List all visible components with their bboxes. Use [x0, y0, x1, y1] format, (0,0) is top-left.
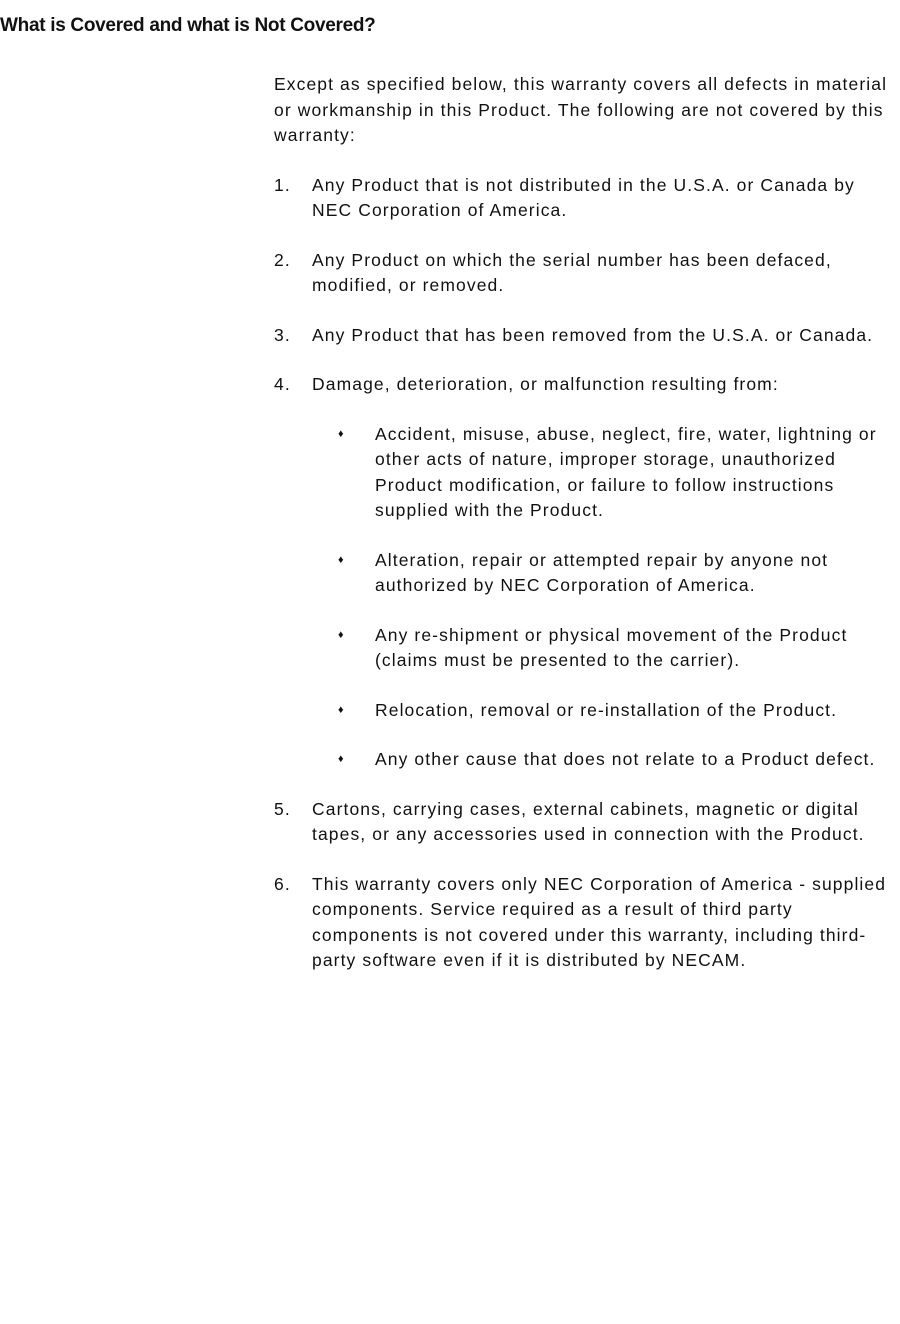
list-item — [274, 872, 900, 974]
exclusions-list — [274, 173, 900, 974]
list-item — [274, 372, 900, 773]
list-item-text: Cartons, carrying cases, external cabinets, magnetic or digital tapes, or any accessories used in connection with the Product. — [312, 798, 865, 844]
list-item-text: Any Product that is not distributed in the U.S.A. or Canada by NEC Corporation of America. — [312, 174, 855, 220]
list-number: 6. — [274, 873, 291, 894]
sub-list-item — [312, 747, 900, 773]
intro-paragraph: Except as specified below, this warranty covers all defects in material or workmanship in this Product. The following are not covered by this warranty: — [274, 74, 888, 145]
diamond-bullet-icon: ♦ — [338, 703, 344, 716]
warranty-body — [274, 72, 900, 998]
list-item — [274, 248, 900, 299]
diamond-bullet-icon: ♦ — [338, 628, 344, 641]
sub-list-item-text: Relocation, removal or re-installation of the Product. — [375, 699, 838, 720]
list-number: 4. — [274, 374, 291, 394]
sub-list-item — [312, 422, 900, 524]
list-item — [274, 797, 900, 848]
sub-list-item-text: Any other cause that does not relate to a Product defect. — [375, 749, 876, 769]
sub-list-item — [312, 698, 900, 724]
list-item-text: Damage, deterioration, or malfunction resulting from: — [312, 374, 779, 394]
sub-list-item — [312, 623, 900, 674]
list-number: 1. — [274, 174, 291, 195]
list-item-text: This warranty covers only NEC Corporation of America - supplied components. Service required as a result of third party components is not covered under this warranty, including third-party software even if it is distributed by NECAM. — [312, 873, 887, 970]
list-number: 3. — [274, 324, 291, 345]
list-item — [274, 323, 900, 349]
diamond-bullet-icon: ♦ — [338, 553, 344, 566]
sub-list-item-text: Any re-shipment or physical movement of the Product (claims must be presented to the carrier). — [375, 624, 848, 670]
sub-list-item-text: Accident, misuse, abuse, neglect, fire, water, lightning or other acts of nature, improper storage, unauthorized Product modification, or failure to follow instructions supplied with the Product. — [375, 423, 877, 520]
list-number: 2. — [274, 249, 291, 270]
damage-causes-list — [312, 422, 900, 773]
list-number: 5. — [274, 798, 291, 819]
page-title: What is Covered and what is Not Covered? — [0, 15, 376, 36]
sub-list-item — [312, 548, 900, 599]
list-item-text: Any Product that has been removed from the U.S.A. or Canada. — [312, 324, 874, 345]
list-item-text: Any Product on which the serial number has been defaced, modified, or removed. — [312, 249, 832, 295]
sub-list-item-text: Alteration, repair or attempted repair by anyone not authorized by NEC Corporation of America. — [375, 549, 829, 595]
diamond-bullet-icon: ♦ — [338, 753, 344, 765]
diamond-bullet-icon: ♦ — [338, 427, 344, 440]
list-item — [274, 173, 900, 224]
